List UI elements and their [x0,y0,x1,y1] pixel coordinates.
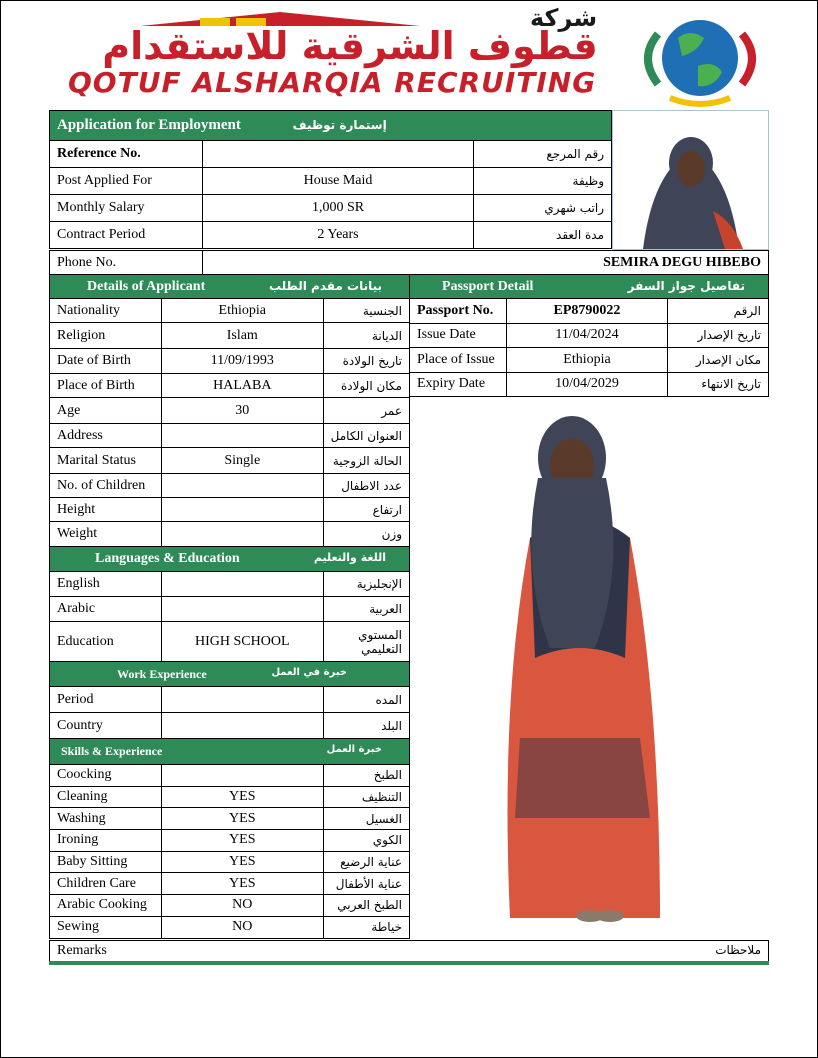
field-label: Coocking [50,765,162,787]
field-value: YES [161,851,323,873]
field-value [161,687,323,713]
remarks-label-ar: ملاحظات [715,942,761,957]
skills-row [50,808,410,830]
skills-header [50,739,410,765]
applicant-portrait-small [613,111,768,249]
field-label: Education [50,622,162,662]
field-value: YES [161,786,323,808]
field-value: NO [161,916,323,938]
field-value: YES [161,873,323,895]
field-value [161,474,323,498]
applicant-details-table [49,274,410,939]
field-label: Washing [50,808,162,830]
passport-title-en: Passport Detail [442,278,534,294]
field-label-ar: عناية الأطفال [323,873,409,895]
field-label-ar: تاريخ الولادة [323,349,409,374]
field-label: Passport No. [410,299,507,324]
field-label-ar: التنظيف [323,786,409,808]
application-title-en: Application for Employment [57,117,241,133]
languages-header [50,547,410,572]
field-value: Islam [161,323,323,349]
field-label: Place of Issue [410,348,507,373]
field-label-ar: المستوي التعليمي [323,622,409,662]
field-label-ar: الكوي [323,830,409,852]
passport-row [410,372,769,397]
languages-row [50,622,410,662]
field-value: Ethiopia [507,348,668,373]
field-value [161,522,323,547]
details-header [50,275,410,299]
field-value: 30 [161,398,323,424]
field-label-ar: خياطة [323,916,409,938]
application-header-table [49,110,612,249]
field-label-ar: الديانة [323,323,409,349]
field-label: Post Applied For [50,168,203,195]
skills-row [50,895,410,917]
field-value [161,572,323,597]
field-label-ar: الغسيل [323,808,409,830]
details-row [50,448,410,474]
field-value: 2 Years [203,222,474,249]
field-label-ar: رقم المرجع [474,141,612,168]
field-value: 10/04/2029 [507,372,668,397]
field-label: Contract Period [50,222,203,249]
skills-row [50,916,410,938]
field-label-ar: عمر [323,398,409,424]
remarks-cell [50,941,769,963]
field-value: 11/09/1993 [161,349,323,374]
field-label-ar: البلد [323,713,409,739]
header-row [50,195,612,222]
languages-row [50,597,410,622]
field-label-ar: المده [323,687,409,713]
field-label: Weight [50,522,162,547]
field-label: Baby Sitting [50,851,162,873]
field-label: Monthly Salary [50,195,203,222]
work-header [50,662,410,687]
field-label-ar: الحالة الزوجية [323,448,409,474]
passport-row [410,348,769,373]
field-value: 11/04/2024 [507,323,668,348]
field-label: No. of Children [50,474,162,498]
field-value [161,765,323,787]
phone-label: Phone No. [50,251,203,275]
languages-title-ar: اللغة والتعليم [313,551,386,564]
field-label-ar: العنوان الكامل [323,424,409,448]
field-label: Cleaning [50,786,162,808]
field-label: Ironing [50,830,162,852]
passport-header [410,275,769,299]
field-label: Arabic [50,597,162,622]
field-label: Address [50,424,162,448]
field-label-ar: الطبخ العربي [323,895,409,917]
skills-row [50,851,410,873]
applicant-full-body-figure [410,398,769,940]
field-value: House Maid [203,168,474,195]
field-label: Issue Date [410,323,507,348]
field-label: Arabic Cooking [50,895,162,917]
skills-row [50,765,410,787]
skills-title-ar: خبرة العمل [326,744,382,755]
passport-table [409,274,769,397]
header-row [50,141,612,168]
field-value: Ethiopia [161,299,323,323]
field-value [161,713,323,739]
field-value: 1,000 SR [203,195,474,222]
application-title-ar: إستمارة توظيف [292,118,387,132]
field-label: Expiry Date [410,372,507,397]
skills-row [50,873,410,895]
company-name-ar: قطوف الشرقية للاستقدام [102,24,598,68]
field-label-ar: مكان الإصدار [668,348,769,373]
passport-title-ar: تفاصيل جواز السفر [627,278,745,293]
field-value: HIGH SCHOOL [161,622,323,662]
skills-title-en: Skills & Experience [61,744,163,758]
applicant-photo-full [410,398,769,940]
field-label: Height [50,498,162,522]
details-title-ar: بيانات مقدم الطلب [268,278,382,293]
field-label-ar: الجنسية [323,299,409,323]
field-label: Marital Status [50,448,162,474]
details-row [50,398,410,424]
field-value: Single [161,448,323,474]
company-prefix-ar: شركة [530,4,598,32]
details-row [50,474,410,498]
details-row [50,522,410,547]
details-title-en: Details of Applicant [87,278,206,294]
field-value [161,498,323,522]
field-label: Sewing [50,916,162,938]
field-label-ar: الإنجليزية [323,572,409,597]
header-row [50,168,612,195]
field-value: EP8790022 [507,299,668,324]
field-label-ar: عناية الرضيع [323,851,409,873]
field-label-ar: تاريخ الانتهاء [668,372,769,397]
field-value [203,141,474,168]
field-value: YES [161,808,323,830]
field-value: NO [161,895,323,917]
passport-row [410,299,769,324]
details-row [50,424,410,448]
field-label: Place of Birth [50,374,162,398]
field-value: HALABA [161,374,323,398]
company-name-en: QOTUF ALSHARQIA RECRUITING [68,66,597,99]
skills-row [50,830,410,852]
field-label-ar: العربية [323,597,409,622]
remarks-label: Remarks [57,942,107,958]
work-title-ar: خبرة في العمل [271,666,347,678]
field-label-ar: عدد الاطفال [323,474,409,498]
details-row [50,299,410,323]
remarks-row [49,940,769,965]
details-row [50,323,410,349]
field-label: English [50,572,162,597]
field-label: Period [50,687,162,713]
passport-row [410,323,769,348]
application-title [50,111,612,141]
field-label-ar: ارتفاع [323,498,409,522]
field-label: Country [50,713,162,739]
field-label-ar: وزن [323,522,409,547]
field-label-ar: راتب شهري [474,195,612,222]
applicant-photo-small [612,110,769,250]
field-label: Date of Birth [50,349,162,374]
field-label: Children Care [50,873,162,895]
languages-row [50,572,410,597]
phone-row [49,250,769,275]
field-label-ar: الطبخ [323,765,409,787]
field-label-ar: مدة العقد [474,222,612,249]
field-label-ar: تاريخ الإصدار [668,323,769,348]
field-value [161,424,323,448]
field-label: Reference No. [50,141,203,168]
field-value [161,597,323,622]
work-row [50,687,410,713]
field-label: Nationality [50,299,162,323]
field-label-ar: الرقم [668,299,769,324]
field-label-ar: مكان الولادة [323,374,409,398]
work-row [50,713,410,739]
field-label-ar: وظيفة [474,168,612,195]
field-label: Religion [50,323,162,349]
work-title-en: Work Experience [117,666,207,681]
field-label: Age [50,398,162,424]
applicant-name: SEMIRA DEGU HIBEBO [246,251,768,275]
company-logo [50,4,770,108]
header-row [50,222,612,249]
details-row [50,349,410,374]
languages-title-en: Languages & Education [95,551,240,566]
details-row [50,374,410,398]
field-value: YES [161,830,323,852]
skills-row [50,786,410,808]
details-row [50,498,410,522]
